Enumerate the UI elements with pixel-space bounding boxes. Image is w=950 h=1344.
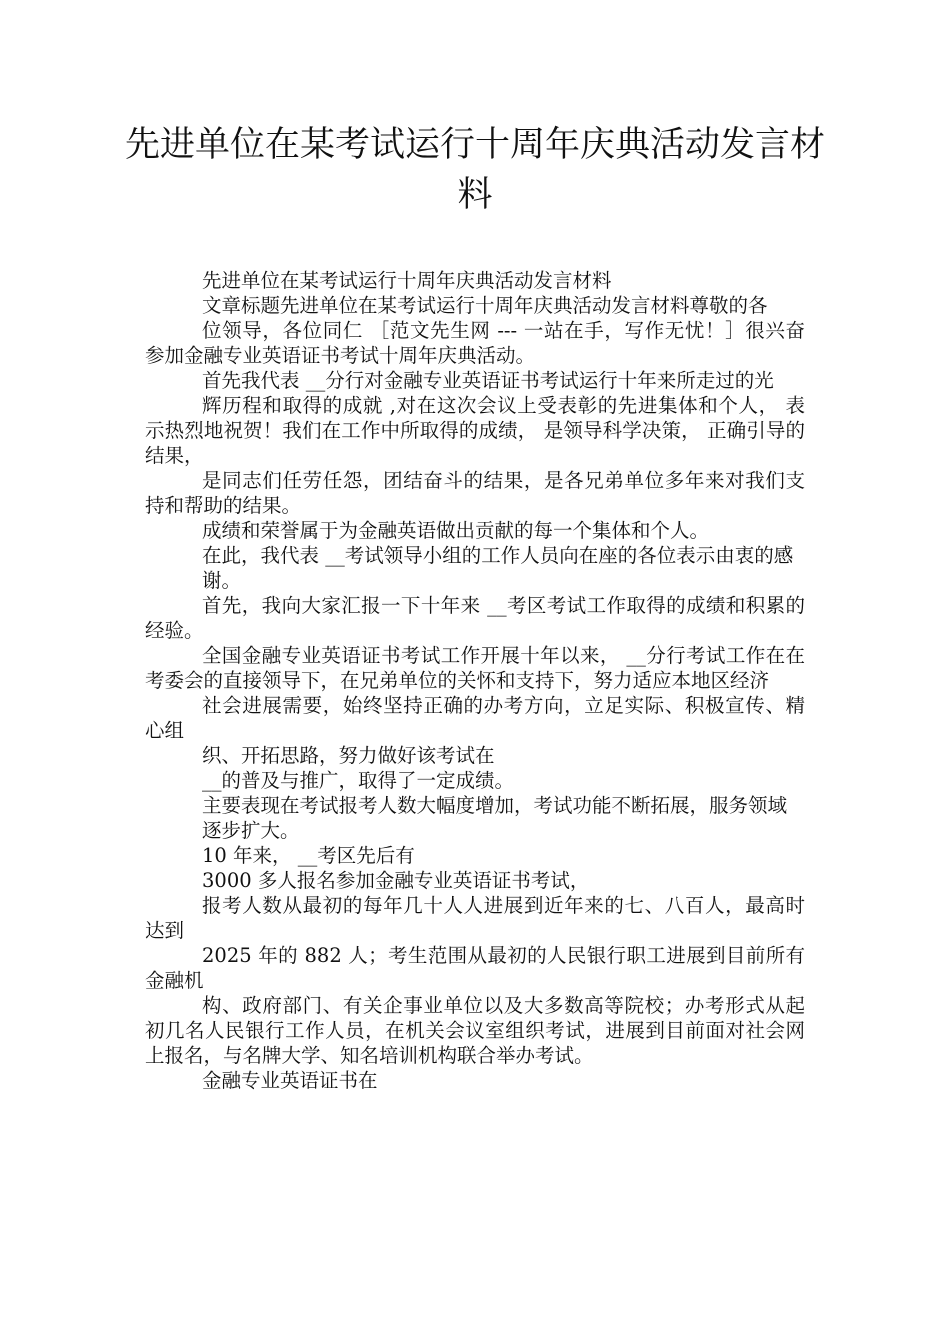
- paragraph: 10 年来， __考区先后有: [202, 844, 415, 867]
- paragraph: __的普及与推广，取得了一定成绩。: [202, 769, 515, 792]
- paragraph: 是同志们任劳任怨，团结奋斗的结果，是各兄弟单位多年来对我们支持和帮助的结果。: [145, 469, 805, 517]
- paragraph: 主要表现在考试报考人数大幅度增加，考试功能不断拓展，服务领域: [202, 794, 788, 817]
- paragraph: 报考人数从最初的每年几十人人进展到近年来的七、八百人，最高时达到: [145, 894, 805, 942]
- paragraph: 文章标题先进单位在某考试运行十周年庆典活动发言材料尊敬的各: [202, 294, 768, 317]
- paragraph: 织、开拓思路，努力做好该考试在: [202, 744, 495, 767]
- paragraph: 2025 年的 882 人；考生范围从最初的人民银行职工进展到目前所有金融机: [145, 944, 805, 992]
- paragraph: 成绩和荣誉属于为金融英语做出贡献的每一个集体和个人。: [202, 519, 710, 542]
- paragraph: 辉历程和取得的成就 ,对在这次会议上受表彰的先进集体和个人， 表示热烈地祝贺！我们在工作中所取得的成绩， 是领导科学决策， 正确引导的结果，: [145, 394, 805, 467]
- document-title: 先进单位在某考试运行十周年庆典活动发言材料: [125, 125, 826, 215]
- paragraph: 社会进展需要，始终坚持正确的办考方向，立足实际、积极宣传、精心组: [145, 694, 805, 742]
- paragraph: 逐步扩大。: [202, 819, 300, 842]
- paragraph: 3000 多人报名参加金融专业英语证书考试，: [202, 869, 590, 892]
- paragraph: 在此，我代表 __考试领导小组的工作人员向在座的各位表示由衷的感: [202, 544, 794, 567]
- paragraph: 位领导，各位同仁 ［范文先生网 --- 一站在手，写作无忧！］很兴奋参加金融专业英语证书考试十周年庆典活动。: [145, 319, 805, 367]
- paragraph: 构、政府部门、有关企事业单位以及大多数高等院校；办考形式从起初几名人民银行工作人员，在机关会议室组织考试，进展到目前面对社会网上报名，与名牌大学、知名培训机构联合举办考试。: [145, 994, 805, 1067]
- paragraph: 首先我代表 __分行对金融专业英语证书考试运行十年来所走过的光: [202, 369, 774, 392]
- paragraph: 谢。: [202, 569, 242, 592]
- paragraph: 首先，我向大家汇报一下十年来 __考区考试工作取得的成绩和积累的经验。: [145, 594, 805, 642]
- paragraph: 全国金融专业英语证书考试工作开展十年以来， __分行考试工作在在考委会的直接领导下，在兄弟单位的关怀和支持下，努力适应本地区经济: [145, 644, 805, 692]
- paragraph: 金融专业英语证书在: [202, 1069, 378, 1092]
- paragraph: 先进单位在某考试运行十周年庆典活动发言材料: [202, 269, 612, 292]
- document-body: [145, 268, 805, 1093]
